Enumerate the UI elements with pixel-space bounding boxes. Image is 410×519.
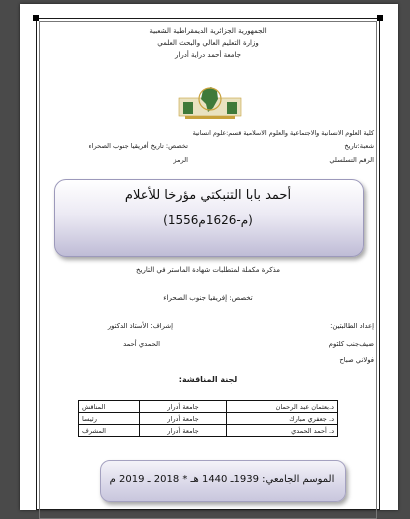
- table-row: [79, 425, 338, 437]
- academic-season: الموسم الجامعي: 1939ـ 1440 هـ * 2018 ـ 2019 م: [109, 474, 335, 485]
- memo-line: مذكرة مكملة لمتطلبات شهادة الماستر في التاريخ: [135, 266, 280, 274]
- member-role: رئيسا: [79, 413, 140, 425]
- member-university: جامعة أدرار: [140, 413, 227, 425]
- ministry-line: وزارة التعليم العالي والبحث العلمي: [157, 39, 259, 47]
- member-name: د. جعفري مبارك: [227, 413, 338, 425]
- thesis-title: أحمد بابا التنبكتي مؤرخا للأعلام: [124, 188, 292, 203]
- committee-title: لجنة المناقشة:: [178, 375, 238, 384]
- republic-line: الجمهورية الجزائرية الديمقراطية الشعبية: [149, 27, 267, 35]
- member-name: د.بعثمان عبد الرحمان: [227, 401, 338, 413]
- member-role: المناقش: [79, 401, 140, 413]
- student-name: فولاني صباح: [339, 356, 374, 364]
- thesis-dates: (1556م-1626م): [163, 213, 253, 227]
- students-label: إعداد الطالبتين:: [330, 322, 374, 330]
- table-row: [79, 413, 338, 425]
- border-corner: [33, 15, 39, 21]
- border-corner: [377, 15, 383, 21]
- university-line: جامعة أحمد دراية أدرار: [175, 51, 241, 59]
- supervisor-name: الحمدي أحمد: [123, 340, 160, 348]
- student-name: ضيف‌جنب كلثوم: [328, 340, 374, 348]
- committee-table: [78, 400, 338, 437]
- member-university: جامعة أدرار: [140, 425, 227, 437]
- member-role: المشرف: [79, 425, 140, 437]
- serial-label: الرقم التسلسلي: [329, 156, 374, 164]
- specialty-label: تخصص: تاريخ أفريقيا جنوب الصحراء: [88, 142, 188, 150]
- faculty-name: كلية العلوم الانسانية والاجتماعية والعلوم الاسلامية قسم:علوم انسانية: [192, 129, 374, 137]
- member-university: جامعة أدرار: [140, 401, 227, 413]
- table-row: [79, 401, 338, 413]
- branch-label: شعبة:تاريخ: [344, 142, 374, 150]
- member-name: د. أحمد الحمدي: [227, 425, 338, 437]
- supervisor-label: إشراف: الأستاذ الدكتور: [107, 322, 173, 330]
- specialization-line: تخصص: إفريقيا جنوب الصحراء: [163, 294, 253, 302]
- university-logo: [175, 82, 245, 120]
- document-page: [20, 4, 398, 510]
- code-label: الرمز: [173, 156, 188, 164]
